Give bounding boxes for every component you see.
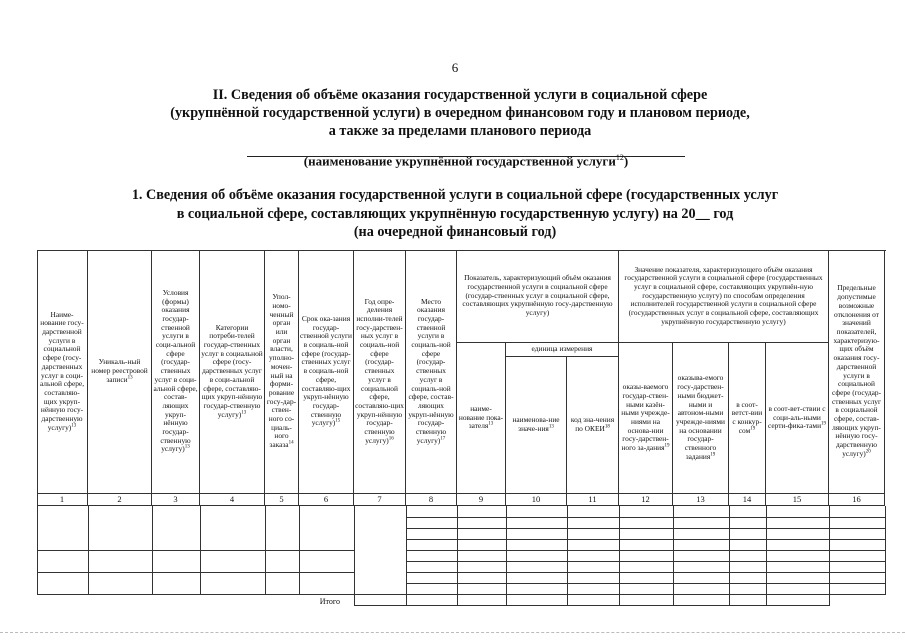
section-title-line: (укрупнённой государственной услуги) в очередном финансовом году и плановом периоде,	[170, 105, 750, 121]
item-title-line: 1. Сведения об объёме оказания государственной услуги в социальной сфере (государственных услуг	[131, 187, 779, 203]
column-number: 5	[265, 494, 299, 506]
column-number: 3	[152, 494, 200, 506]
footnote-divider	[0, 632, 905, 634]
page-number: 6	[451, 60, 459, 75]
column-number: 13	[673, 494, 729, 506]
header-service-place: Место оказания государ-ственной услуги в социаль-ной сфере (государ-ственных услуг в социаль-ной сфере, состав-ляющих укруп-нённую государ-ственную услугу)$^{17}$	[406, 250, 457, 494]
section-title-line: а также за пределами планового периода	[328, 123, 592, 139]
section-title-line: II. Сведения об объёме оказания государственной услуги в социальной сфере	[212, 87, 708, 103]
header-determination-year: Год опре-деления исполни-телей госу-дарствен-ных услуг в социаль-ной сфере (государ-ственных услуг в социальной сфере, составляю-щих укруп-нённую государ-ственную услугу)$^{16}$	[354, 250, 406, 494]
header-unit-group: единица измерения	[506, 343, 619, 357]
header-state-institutions: оказы-ваемого государ-ствен-ными казён-ными учрежде-ниями на основа-нии госу-дарствен-ного за-дания$^{19}$	[619, 343, 673, 494]
header-authorized-body: Упол-номо-ченный орган или орган власти, уполно-мочен-ный на форми-рование госу-дар-ствен-ного со-циаль-ного заказа$^{14}$	[265, 250, 299, 494]
column-number: 6	[299, 494, 354, 506]
caption-footnote: 12	[615, 153, 624, 162]
grid-line	[354, 506, 355, 606]
grid-line	[406, 506, 407, 606]
column-number: 14	[729, 494, 766, 506]
grid-line	[406, 517, 885, 518]
header-indicator-name: наиме-нование пока-зателя$^{13}$	[457, 343, 506, 494]
header-service-term: Срок ока-зания государ-ственной услуги в социаль-ной сфере (государ-ственных услуг в социаль-ной сфере, составляю-щих укруп-нённую государ-ственную услугу)$^{15}$	[299, 250, 354, 494]
header-budget-institutions: оказыва-емого госу-дарствен-ными бюджет-ными и автоном-ными учрежде-ниями на основании государ-ственного задания$^{19}$	[673, 343, 729, 494]
header-value-group: Значение показателя, характеризующего объём оказания государственной услуги в социальной сфере (государственных услуг в социальной сфере, составляющих укрупнён-ную государственную услугу) по способам определения исполнителей государственной услуги в социальной сфере (государственных услуг в социальной сфере, составляющих укрупнённую государственную услугу)	[619, 250, 829, 343]
header-okei-code: код зна-чения по ОКЕИ$^{18}$	[567, 357, 619, 494]
grid-line	[37, 594, 886, 595]
service-name-caption	[247, 153, 685, 169]
header-service-name: Наиме-нование госу-дарственной услуги в социальной сфере (госу-дарственных услуг в соци-альной сфере, составляю-щих укруп-нённую госу-дарственную услугу)$^{13}$	[37, 250, 88, 494]
column-number: 2	[88, 494, 152, 506]
grid-line	[885, 506, 886, 595]
column-number: 9	[457, 494, 506, 506]
column-number: 8	[406, 494, 457, 506]
column-number: 12	[619, 494, 673, 506]
total-label: Итого	[319, 597, 340, 606]
column-number: 10	[506, 494, 567, 506]
grid-line	[354, 605, 829, 606]
column-number: 11	[567, 494, 619, 506]
header-indicator-group: Показатель, характеризующий объём оказания государственной услуги в социальной сфере (государ-ственных услуг в социальной сфере, составляющих укрупнённую госу-дарственную услугу)	[457, 250, 619, 343]
grid-line	[406, 528, 885, 529]
column-number: 16	[829, 494, 885, 506]
grid-line	[567, 506, 568, 606]
grid-line	[829, 506, 830, 606]
header-conditions: Условия (формы) оказания государ-ственной услуги в соци-альной сфере (государ-ственных услуг в соци-альной сфере, состав-ляющих укруп-нённую государ-ственную услугу)$^{13}$	[152, 250, 200, 494]
grid-line	[766, 506, 767, 606]
item-title-line: (на очередной финансовый год)	[353, 224, 557, 240]
grid-line	[37, 550, 354, 551]
grid-line	[406, 572, 885, 573]
item-title-line: в социальной сфере, составляющих укрупнённую государственную услугу) на 20__ год	[176, 205, 734, 222]
grid-line	[506, 506, 507, 606]
grid-line	[673, 506, 674, 606]
grid-line	[729, 506, 730, 606]
column-number: 7	[354, 494, 406, 506]
grid-line	[619, 506, 620, 606]
header-registry-number: Уникаль-ный номер реестровой записи$^{13}$	[88, 250, 152, 494]
caption-close: )	[623, 153, 629, 169]
header-allowed-deviations: Предельные допустимые возможные отклонения от значений показателей, характеризую-щих объём оказания госу-дарственной услуги в социальной сфере (государ-ственных услуг в социальной сфере, состав-ляющих укруп-нённую госу-дарственную услугу)$^{20}$	[829, 250, 885, 494]
grid-line	[406, 583, 885, 584]
caption-text: (наименование укрупнённой государственной услуги	[303, 153, 616, 169]
grid-line	[406, 561, 885, 562]
column-number: 15	[766, 494, 829, 506]
grid-line	[37, 572, 354, 573]
grid-line	[406, 550, 885, 551]
section-title	[90, 86, 830, 140]
grid-line	[406, 539, 885, 540]
header-social-certificates: в соот-вет-ствии с соци-аль-ными серти-фика-тами$^{19}$	[766, 343, 829, 494]
column-number: 4	[200, 494, 265, 506]
column-number: 1	[37, 494, 88, 506]
header-competition: в соот-ветст-вии с конкур-сом$^{19}$	[729, 343, 766, 494]
header-consumer-categories: Категории потреби-телей государ-ственных услуг в социальной сфере (госу-дарственных услуг в соци-альной сфере, составляю-щих укруп-нённую государ-ственную услугу)$^{13}$	[200, 250, 265, 494]
item-title	[60, 186, 850, 242]
grid-line	[457, 506, 458, 606]
header-unit-name: наименова-ние значе-ния$^{13}$	[506, 357, 567, 494]
